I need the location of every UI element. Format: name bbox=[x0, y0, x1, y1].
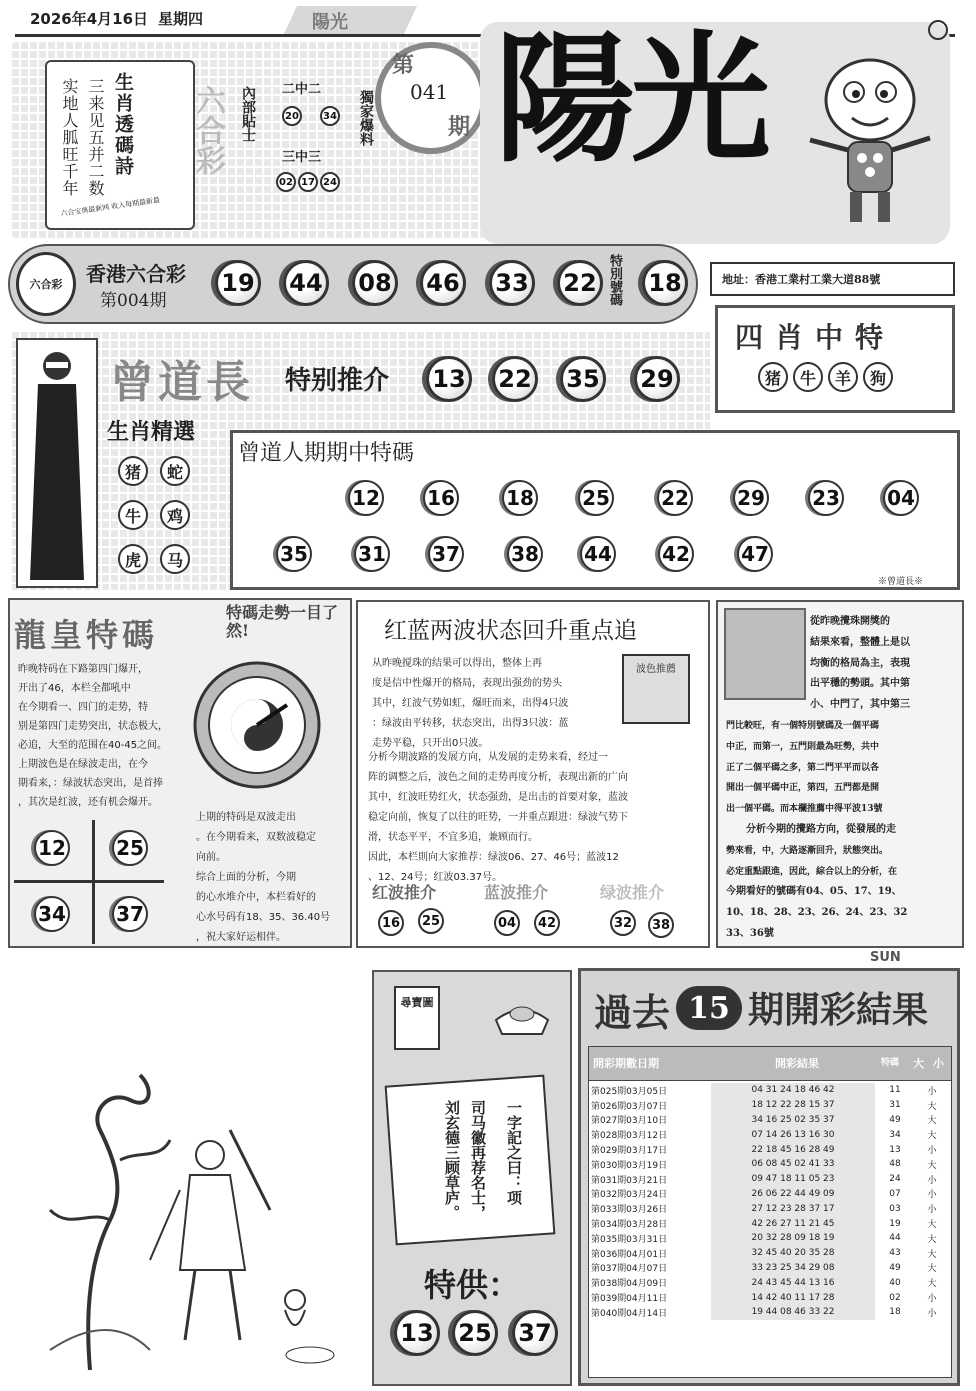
table-row bbox=[589, 1113, 949, 1128]
cell-sp: 49 bbox=[889, 1262, 901, 1273]
draw-ball-5: 33 bbox=[489, 260, 535, 306]
zeng-row1-6: 29 bbox=[733, 480, 769, 516]
masthead-title: 陽光 bbox=[495, 18, 768, 182]
dujia-label: 獨家爆料 bbox=[358, 90, 374, 146]
cell-sp: 11 bbox=[889, 1085, 901, 1096]
hdr-big: 大 bbox=[913, 1057, 924, 1070]
cell-period: 第029期03月17日 bbox=[591, 1146, 668, 1157]
cell-nums: 14 42 40 11 17 28 bbox=[711, 1290, 875, 1305]
blue-ball-1: 04 bbox=[494, 910, 520, 936]
cell-nums: 04 31 24 18 46 42 bbox=[711, 1083, 875, 1098]
hdr-result: 開彩結果 bbox=[775, 1057, 819, 1070]
cell-period: 第039期04月11日 bbox=[591, 1294, 668, 1305]
top-ball-2: 34 bbox=[320, 106, 340, 126]
scroll-footer: 六合宝典最新网 收入每期最新最 bbox=[60, 196, 161, 219]
cell-period: 第031期03月21日 bbox=[591, 1175, 668, 1186]
cell-sp: 48 bbox=[889, 1159, 901, 1170]
draw-ball-3: 08 bbox=[352, 260, 398, 306]
wave-para-2: 分析今期波路的发展方向，从发展的走势来看，经过一 阵的调整之后，波色之间的走势再度分析，表现出新的广向 其中，红波旺势红火，状态强劲，是出击的首要对象，蓝波 稳定向前，恢复了以往的旺势，一并重点跟进：绿波气势下 滑，状态平平，不宜多追，兼顾而行。 因此，本栏則向大家推荐：绿波06、27、46号；蓝波12 、12、24号；红波03.37号。 bbox=[368, 752, 628, 883]
jingxuan-4: 鸡 bbox=[160, 500, 190, 530]
zeng-tip-ball-4: 29 bbox=[634, 356, 680, 402]
jingxuan-title: 生肖精選 bbox=[107, 419, 196, 445]
treasure-logo: 尋寶圖 bbox=[394, 986, 440, 1050]
wave-title: 红蓝两波状态回升重点追 bbox=[384, 618, 637, 644]
zeng-row1-3: 18 bbox=[502, 480, 538, 516]
cell-bs: 大 bbox=[927, 1249, 937, 1260]
quad-ball-1: 12 bbox=[34, 830, 70, 866]
quad-ball-2: 25 bbox=[112, 830, 148, 866]
cell-nums: 27 12 23 28 37 17 bbox=[711, 1201, 875, 1216]
header-date: 2026年4月16日 bbox=[30, 10, 149, 28]
cell-bs: 大 bbox=[927, 1160, 937, 1171]
poem-line-1: 三来见五并二数 bbox=[86, 78, 105, 197]
cell-period: 第037期04月07日 bbox=[591, 1264, 668, 1275]
scroll-line-3: 一字記之曰：项 bbox=[505, 1100, 523, 1205]
poem-line-2: 实地人胍旺千年 bbox=[60, 78, 79, 197]
cell-bs: 大 bbox=[927, 1264, 937, 1275]
sun-footer: SUN bbox=[870, 950, 901, 965]
hdr-period: 開彩期數日期 bbox=[593, 1057, 659, 1070]
right-article-text: 從昨晚攪珠開獎的 結果來看，整體上是以 均衡的格局為主，表現 出平穩的勢頭。其中第 小、中門了，其中第三 門比較旺，有一個特別號碼及一個平碼 中正，而第一，五門則最為旺勢，共中 正了二個平碼之多，第二門平平而以各 開出一個平碼中正，第四，五門都是開 出一個平碼。而本欄推薦中得平波13號 分析今期的攪路方向，從發展的走 勢來看，中，大路逐漸回升，狀態突出。 必定重點跟進，因此，綜合以上的分析，在 今期看好的號碼有04、05、17、19、 10、18、28、23、26、24、23、32 33、36號 bbox=[726, 616, 910, 939]
zeng-row1-1: 12 bbox=[348, 480, 384, 516]
table-row bbox=[589, 1216, 949, 1231]
zeng-name: 曾道長 bbox=[110, 357, 254, 408]
draw-logo: 六合彩 bbox=[16, 252, 76, 316]
draw-special-ball: 18 bbox=[642, 260, 688, 306]
zodiac-goat: 羊 bbox=[828, 362, 858, 392]
table-row bbox=[589, 1246, 949, 1261]
zeng-box-title: 曾道人期期中特碼 bbox=[238, 441, 415, 466]
cell-sp: 24 bbox=[889, 1174, 901, 1185]
cell-sp: 13 bbox=[889, 1144, 901, 1155]
quad-ball-4: 37 bbox=[112, 896, 148, 932]
cell-bs: 小 bbox=[927, 1308, 937, 1319]
history-title-b: 期開彩結果 bbox=[748, 989, 929, 1031]
zeng-portrait bbox=[16, 338, 98, 588]
cell-bs: 大 bbox=[927, 1116, 937, 1127]
jingxuan-2: 蛇 bbox=[160, 456, 190, 486]
draw-period: 第004期 bbox=[100, 291, 167, 311]
zeng-sign: ※曾道長※ bbox=[878, 577, 924, 587]
scroll-line-2: 刘玄德三顾草庐。 bbox=[443, 1100, 461, 1220]
cell-sp: 03 bbox=[889, 1203, 901, 1214]
cell-period: 第034期03月28日 bbox=[591, 1220, 668, 1231]
cell-bs: 大 bbox=[927, 1220, 937, 1231]
bottom-ball-1: 02 bbox=[276, 172, 296, 192]
zeng-row2-2: 31 bbox=[354, 536, 390, 572]
cell-bs: 大 bbox=[927, 1131, 937, 1142]
cell-nums: 18 12 22 28 15 37 bbox=[711, 1098, 875, 1113]
history-table bbox=[589, 1083, 949, 1320]
zeng-row2-7: 47 bbox=[737, 536, 773, 572]
cell-bs: 小 bbox=[927, 1086, 937, 1097]
draw-ball-4: 46 bbox=[420, 260, 466, 306]
green-wave-label: 绿波推介 bbox=[600, 883, 665, 902]
cell-period: 第032期03月24日 bbox=[591, 1190, 668, 1201]
zeng-row1-7: 23 bbox=[808, 480, 844, 516]
header-weekday: 星期四 bbox=[158, 10, 204, 28]
cell-sp: 02 bbox=[889, 1292, 901, 1303]
woodcutter-illustration bbox=[30, 1010, 350, 1380]
draw-ball-1: 19 bbox=[215, 260, 261, 306]
cell-nums: 24 43 45 44 13 16 bbox=[711, 1275, 875, 1290]
history-title-a: 過去 bbox=[594, 990, 671, 1035]
cell-nums: 26 06 22 44 49 09 bbox=[711, 1187, 875, 1202]
bottom-ball-3: 24 bbox=[320, 172, 340, 192]
scroll-line-1: 司马徽再荐名士， bbox=[469, 1100, 487, 1220]
table-row bbox=[589, 1127, 949, 1142]
cell-nums: 19 44 08 46 33 22 bbox=[711, 1305, 875, 1320]
cell-nums: 33 23 25 34 29 08 bbox=[711, 1261, 875, 1276]
top-words: 二中二 bbox=[282, 82, 322, 97]
address: 地址：香港工業村工業大道88號 bbox=[710, 262, 955, 296]
table-row bbox=[589, 1083, 949, 1098]
dragon-title: 龍皇特碼 bbox=[14, 616, 159, 654]
table-row bbox=[589, 1290, 949, 1305]
zeng-row2-1: 35 bbox=[276, 536, 312, 572]
zeng-row2-5: 44 bbox=[580, 536, 616, 572]
history-table-wrap bbox=[588, 1046, 952, 1378]
table-row bbox=[589, 1187, 949, 1202]
table-row bbox=[589, 1201, 949, 1216]
wave-badge: 波色推薦 bbox=[622, 654, 690, 724]
cell-nums: 22 18 45 16 28 49 bbox=[711, 1142, 875, 1157]
bottom-ball-2: 17 bbox=[298, 172, 318, 192]
cell-period: 第030期03月19日 bbox=[591, 1160, 668, 1171]
draw-title: 香港六合彩 bbox=[86, 262, 186, 286]
cell-sp: 40 bbox=[889, 1277, 901, 1288]
table-row bbox=[589, 1142, 949, 1157]
cell-period: 第033期03月26日 bbox=[591, 1205, 668, 1216]
gold-ingot-icon bbox=[492, 990, 552, 1036]
zeng-row1-2: 16 bbox=[423, 480, 459, 516]
zeng-row2-3: 37 bbox=[428, 536, 464, 572]
cell-period: 第040期04月14日 bbox=[591, 1308, 668, 1319]
special-label: 特別號碼 bbox=[607, 254, 622, 306]
blue-ball-2: 42 bbox=[534, 910, 560, 936]
mascot-icon bbox=[790, 30, 950, 240]
brand-tab bbox=[283, 6, 417, 36]
cell-sp: 19 bbox=[889, 1218, 901, 1229]
table-row bbox=[589, 1305, 949, 1320]
zodiac-pig: 猪 bbox=[758, 362, 788, 392]
cell-nums: 07 14 26 13 16 30 bbox=[711, 1127, 875, 1142]
cell-sp: 43 bbox=[889, 1248, 901, 1259]
blue-wave-label: 蓝波推介 bbox=[484, 883, 549, 902]
green-ball-2: 38 bbox=[648, 912, 674, 938]
zeng-row2-4: 38 bbox=[507, 536, 543, 572]
cell-nums: 06 08 45 02 41 33 bbox=[711, 1157, 875, 1172]
dragon-slogan: 特碼走勢一目了然! bbox=[226, 603, 339, 640]
wave-para-1: 从昨晚搅珠的结果可以得出，整体上再 度是信中性爆开的格局，表现出强劲的势头 其中，红波气势如虹，爆旺而来，出得4只波 ：绿波由平转移，状态突出，出得3只波：蓝 走势平稳，只开出0只波。 bbox=[372, 658, 569, 749]
cell-bs: 大 bbox=[927, 1279, 937, 1290]
cell-nums: 20 32 28 09 18 19 bbox=[711, 1231, 875, 1246]
neibu-label: 內部貼士 bbox=[240, 86, 256, 142]
cell-sp: 49 bbox=[889, 1114, 901, 1125]
treasure-special-label: 特供： bbox=[424, 1266, 521, 1304]
cell-nums: 42 26 27 11 21 45 bbox=[711, 1216, 875, 1231]
cell-nums: 34 16 25 02 35 37 bbox=[711, 1113, 875, 1128]
zeng-row1-4: 25 bbox=[578, 480, 614, 516]
table-row bbox=[589, 1157, 949, 1172]
treasure-ball-2: 25 bbox=[452, 1310, 498, 1356]
zodiac-ox: 牛 bbox=[793, 362, 823, 392]
bottom-words: 三中三 bbox=[282, 150, 322, 165]
hdr-special: 特碼 bbox=[881, 1058, 900, 1068]
cell-period: 第035期03月31日 bbox=[591, 1234, 668, 1245]
jingxuan-1: 猪 bbox=[118, 456, 148, 486]
red-ball-2: 25 bbox=[418, 908, 444, 934]
top-ball-1: 20 bbox=[282, 106, 302, 126]
cell-period: 第038期04月09日 bbox=[591, 1279, 668, 1290]
cell-sp: 18 bbox=[889, 1307, 901, 1318]
cell-period: 第027期03月10日 bbox=[591, 1116, 668, 1127]
table-row bbox=[589, 1172, 949, 1187]
zeng-tip-ball-3: 35 bbox=[560, 356, 606, 402]
table-row bbox=[589, 1275, 949, 1290]
cell-bs: 小 bbox=[927, 1175, 937, 1186]
table-row bbox=[589, 1231, 949, 1246]
cell-period: 第028期03月12日 bbox=[591, 1131, 668, 1142]
history-title-num: 15 bbox=[676, 986, 742, 1030]
liuhecai-logo: 六合彩 bbox=[190, 85, 225, 175]
red-wave-label: 红波推介 bbox=[372, 883, 437, 902]
cell-bs: 大 bbox=[927, 1234, 937, 1245]
draw-ball-2: 44 bbox=[283, 260, 329, 306]
red-ball-1: 16 bbox=[378, 910, 404, 936]
treasure-ball-1: 13 bbox=[394, 1310, 440, 1356]
hdr-small: 小 bbox=[933, 1057, 944, 1070]
issue-di: 第 bbox=[392, 52, 415, 78]
cell-nums: 32 45 40 20 35 28 bbox=[711, 1246, 875, 1261]
issue-qi: 期 bbox=[448, 114, 471, 140]
treasure-ball-3: 37 bbox=[512, 1310, 558, 1356]
zeng-row1-5: 22 bbox=[657, 480, 693, 516]
quad-cross-h bbox=[14, 880, 164, 883]
table-row bbox=[589, 1261, 949, 1276]
cell-sp: 07 bbox=[889, 1188, 901, 1199]
compass-icon bbox=[192, 660, 322, 790]
draw-ball-6: 22 bbox=[557, 260, 603, 306]
zeng-tip-ball-2: 22 bbox=[492, 356, 538, 402]
zeng-row2-6: 42 bbox=[658, 536, 694, 572]
cell-sp: 31 bbox=[889, 1100, 901, 1111]
cell-bs: 小 bbox=[927, 1205, 937, 1216]
jingxuan-6: 马 bbox=[160, 544, 190, 574]
jingxuan-5: 虎 bbox=[118, 544, 148, 574]
cell-bs: 大 bbox=[927, 1101, 937, 1112]
poem-title: 生肖透碼詩 bbox=[112, 72, 134, 177]
cell-sp: 44 bbox=[889, 1233, 901, 1244]
cell-nums: 09 47 18 11 05 23 bbox=[711, 1172, 875, 1187]
corner-circle-icon bbox=[928, 20, 948, 40]
zeng-row1-8: 04 bbox=[883, 480, 919, 516]
cell-bs: 小 bbox=[927, 1294, 937, 1305]
table-row bbox=[589, 1098, 949, 1113]
dragon-para-2: 上期的特码是双波走出 。在今期看来，双数波稳定 向前。 综合上面的分析，今期 的心水堆介中，本栏看好的 心水号码有18、35、36.40号 ，祝大家好运相伴。 bbox=[196, 812, 331, 943]
zeng-special-tip: 特别推介 bbox=[285, 366, 390, 396]
zodiac-dog: 狗 bbox=[863, 362, 893, 392]
cell-sp: 34 bbox=[889, 1129, 901, 1140]
cell-bs: 小 bbox=[927, 1190, 937, 1201]
zeng-tip-ball-1: 13 bbox=[426, 356, 472, 402]
cell-bs: 小 bbox=[927, 1146, 937, 1157]
quad-ball-3: 34 bbox=[34, 896, 70, 932]
issue-number: 041 bbox=[410, 80, 449, 104]
four-zodiac-title: 四肖中特 bbox=[735, 321, 896, 354]
cell-period: 第025期03月05日 bbox=[591, 1086, 668, 1097]
jingxuan-3: 牛 bbox=[118, 500, 148, 530]
cell-period: 第036期04月01日 bbox=[591, 1249, 668, 1260]
dragon-para-1: 昨晚特码在下路第四门爆开， 开出了46，本栏全都吼中 在今期看一、四门的走势，特 别是第四门走势突出，状态极大， 必追，大至的范围在40-45之间。 上期波色是在绿波走出，在今 期看来，：绿波状态突出，是首捧 ，其次是红波，还有机会爆开。 bbox=[18, 664, 168, 808]
cell-period: 第026期03月07日 bbox=[591, 1101, 668, 1112]
brand-tab-text: 陽光 bbox=[312, 12, 348, 33]
green-ball-1: 32 bbox=[610, 910, 636, 936]
